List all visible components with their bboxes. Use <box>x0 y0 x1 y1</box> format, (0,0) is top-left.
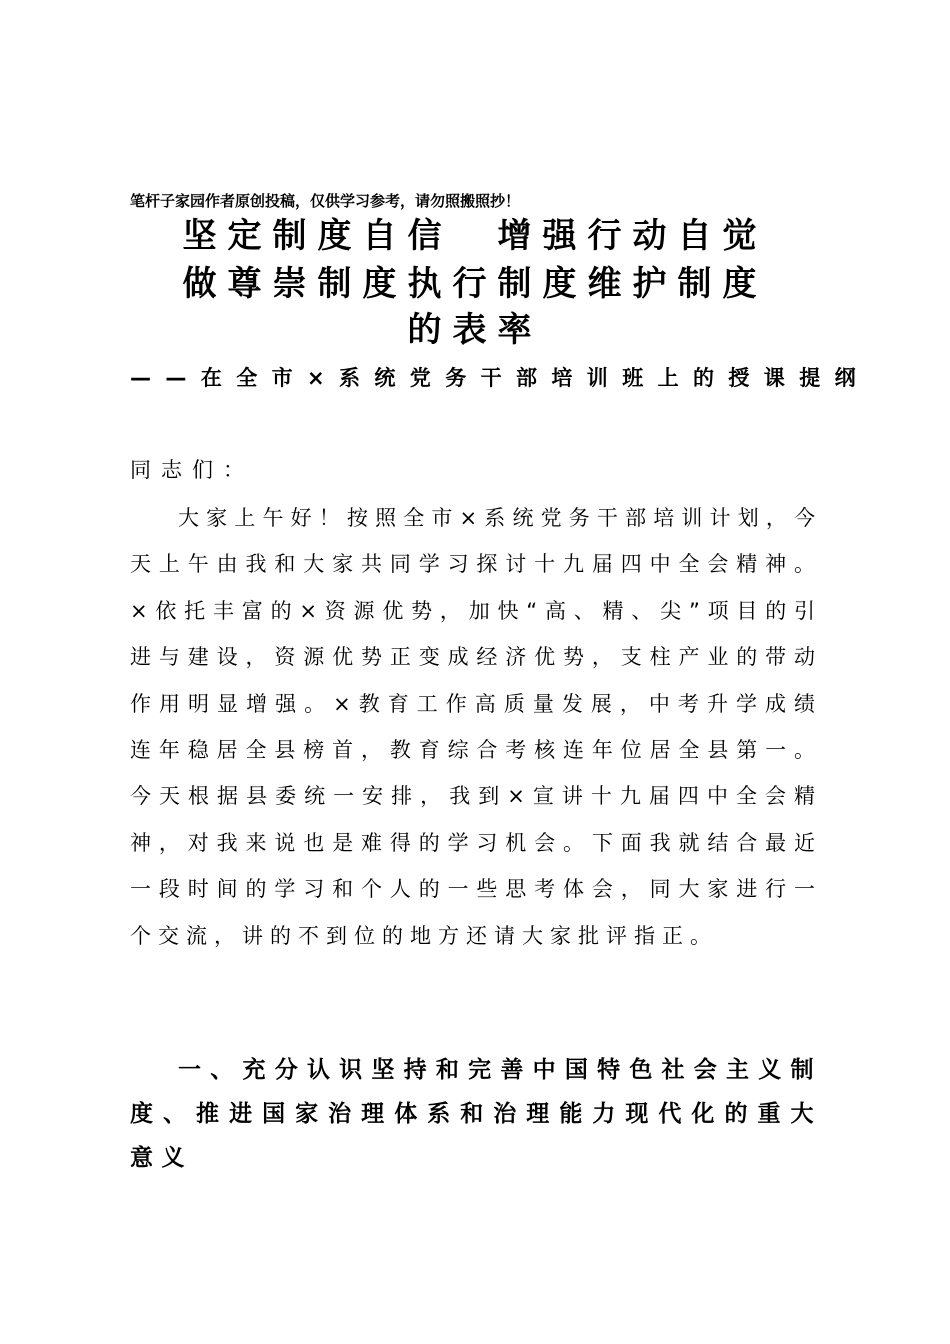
copyright-notice: 笔杆子家园作者原创投稿，仅供学习参考，请勿照搬照抄！ <box>130 192 521 210</box>
body-paragraph-1: 大家上午好！按照全市×系统党务干部培训计划，今天上午由我和大家共同学习探讨十九届四中全会精神。×依托丰富的×资源优势，加快“高、精、尖”项目的引进与建设，资源优势正变成经济优势，支柱产业的带动作用明显增强。×教育工作高质量发展，中考升学成绩连年稳居全县榜首，教育综合考核连年位居全县第一。今天根据县委统一安排，我到×宣讲十九届四中全会精神，对我来说也是难得的学习机会。下面我就结合最近一段时间的学习和个人的一些思考体会，同大家进行一个交流，讲的不到位的地方还请大家批评指正。 <box>130 506 822 948</box>
section-heading-1: 一、充分认识坚持和完善中国特色社会主义制度、推进国家治理体系和治理能力现代化的重大意义 <box>130 1057 822 1171</box>
title-line-1: 坚定制度自信 增强行动自觉 <box>182 216 768 256</box>
title-line-3: 的表率 <box>407 310 543 350</box>
salutation: 同志们： <box>130 458 254 482</box>
subtitle: ——在全市×系统党务干部培训班上的授课提纲 <box>130 366 870 390</box>
title-line-2: 做尊崇制度执行制度维护制度 <box>182 264 768 304</box>
